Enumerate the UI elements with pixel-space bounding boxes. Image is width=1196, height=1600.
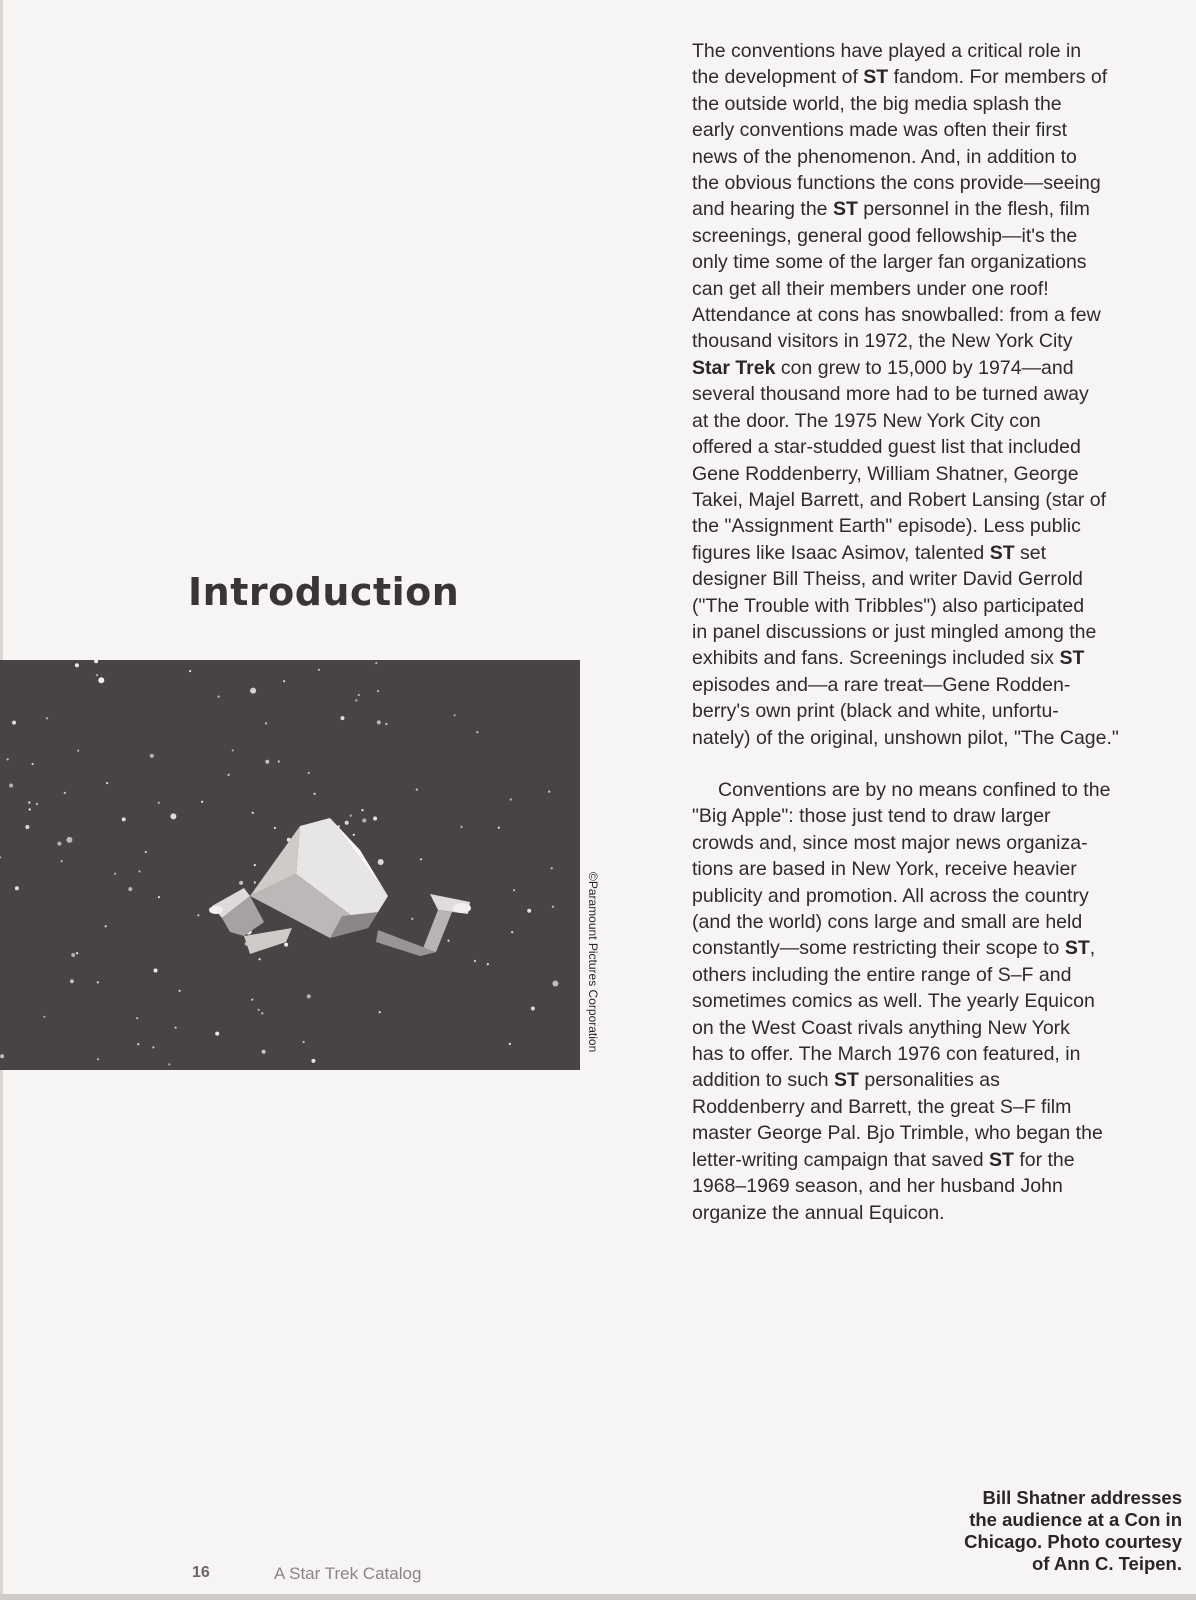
star [250, 688, 256, 694]
text-line: thousand visitors in 1972, the New York City [692, 330, 1073, 353]
text-line: Attendance at cons has snowballed: from a few [692, 304, 1101, 327]
star [487, 963, 489, 965]
star [548, 791, 550, 793]
running-footer-title: A Star Trek Catalog [274, 1564, 422, 1583]
star [25, 825, 29, 829]
text-line: news of the phenomenon. And, in addition to [692, 145, 1077, 168]
paragraph-1 [692, 38, 1182, 751]
text-line: episodes and—a rare treat—Gene Rodden- [692, 673, 1071, 696]
text-line: tions are based in New York, receive heavier [692, 858, 1077, 881]
star [474, 960, 476, 962]
text-line: the "Assignment Earth" episode). Less public [692, 515, 1081, 538]
caption-line: Bill Shatner addresses [982, 1487, 1182, 1508]
star [96, 674, 98, 676]
star [251, 999, 253, 1001]
text-line: several thousand more had to be turned away [692, 383, 1089, 406]
star [379, 1011, 381, 1013]
star [57, 842, 61, 846]
star [350, 815, 352, 817]
star [527, 909, 531, 913]
star [137, 1043, 139, 1045]
star [261, 1012, 263, 1014]
star [308, 772, 310, 774]
text-line: offered a star-studded guest list that included [692, 436, 1081, 459]
star [513, 889, 515, 891]
text-line: Conventions are by no means confined to the [718, 779, 1111, 801]
text-line: master George Pal. Bjo Trimble, who began the [692, 1122, 1103, 1145]
photo-caption [964, 1487, 1182, 1575]
page-title: Introduction [188, 570, 460, 614]
star [377, 720, 381, 724]
star [150, 754, 154, 758]
text-line: the outside world, the big media splash the [692, 92, 1062, 115]
star [215, 1032, 219, 1036]
star [378, 859, 384, 865]
star [361, 809, 363, 811]
star [274, 827, 276, 829]
star [158, 896, 160, 898]
star [552, 981, 558, 987]
star [0, 1054, 4, 1058]
photo-credit: ©Paramount Pictures Corporation [586, 872, 600, 1053]
star [358, 694, 360, 696]
star [168, 1063, 170, 1065]
star [307, 994, 311, 998]
text-line: nately) of the original, unshown pilot, "The Cage." [692, 726, 1119, 749]
star [98, 677, 104, 683]
text-line: has to offer. The March 1976 con featured, in [692, 1043, 1081, 1066]
star [531, 1007, 535, 1011]
text-line: Star Trek con grew to 15,000 by 1974—and [692, 356, 1074, 379]
star [138, 870, 140, 872]
text-line: 1968–1969 season, and her husband John [692, 1175, 1063, 1198]
star [114, 873, 116, 875]
star [254, 864, 256, 866]
star [284, 943, 288, 947]
text-line: the obvious functions the cons provide—seeing [692, 172, 1101, 195]
text-line: organize the annual Equicon. [692, 1201, 945, 1224]
star [97, 981, 99, 983]
star [258, 1009, 260, 1011]
star [318, 669, 320, 671]
star [373, 817, 377, 821]
star [511, 931, 513, 933]
star [314, 793, 316, 795]
caption-line: the audience at a Con in [969, 1509, 1182, 1530]
star [29, 808, 31, 810]
star [385, 723, 387, 725]
star [454, 714, 456, 716]
star [218, 696, 220, 698]
text-line: and hearing the ST personnel in the flesh, film [692, 198, 1090, 221]
text-line: crowds and, since most major news organiza- [692, 831, 1088, 854]
star [552, 906, 554, 908]
star [377, 690, 379, 692]
star [476, 731, 478, 733]
text-line: ("The Trouble with Tribbles") also participated [692, 594, 1085, 617]
text-line: only time some of the larger fan organizations [692, 251, 1087, 274]
caption-line: Chicago. Photo courtesy [964, 1531, 1182, 1552]
star [75, 663, 79, 667]
page-bottom-edge [0, 1594, 1196, 1600]
text-line: the development of ST fandom. For members of [692, 66, 1108, 89]
text-line: sometimes comics as well. The yearly Equicon [692, 990, 1095, 1013]
text-line: letter-writing campaign that saved ST for the [692, 1148, 1075, 1171]
star [77, 750, 79, 752]
text-line: publicity and promotion. All across the country [692, 884, 1089, 907]
paragraph-2 [692, 777, 1182, 1226]
text-line: constantly—some restricting their scope to ST, [692, 937, 1096, 960]
star [232, 749, 234, 751]
star [355, 699, 357, 701]
text-line: Gene Roddenberry, William Shatner, George [692, 462, 1079, 485]
star [128, 887, 132, 891]
star [265, 760, 269, 764]
star [201, 801, 203, 803]
star [46, 717, 48, 719]
star [509, 1043, 511, 1045]
star [197, 914, 199, 916]
star [158, 802, 160, 804]
star [375, 662, 377, 664]
star [154, 969, 158, 973]
star [303, 1041, 305, 1043]
star [252, 812, 254, 814]
star [283, 680, 285, 682]
star [71, 953, 75, 957]
text-line: berry's own print (black and white, unfortu- [692, 700, 1059, 723]
star [64, 792, 66, 794]
star [7, 758, 9, 760]
text-line: designer Bill Theiss, and writer David Gerrold [692, 568, 1083, 591]
star [189, 670, 191, 672]
text-line: early conventions made was often their first [692, 119, 1068, 142]
text-line: at the door. The 1975 New York City con [692, 409, 1041, 432]
text-line: exhibits and fans. Screenings included six ST [692, 647, 1085, 670]
star [43, 1016, 45, 1018]
text-line: others including the entire range of S–F and [692, 963, 1072, 986]
star [15, 886, 19, 890]
star [254, 881, 256, 883]
star [416, 789, 418, 791]
text-line: figures like Isaac Asimov, talented ST set [692, 541, 1047, 564]
text-line: Takei, Majel Barrett, and Robert Lansing (star of [692, 488, 1107, 511]
star [76, 952, 78, 954]
page-number: 16 [192, 1564, 210, 1581]
text-line: "Big Apple": those just tend to draw larger [692, 805, 1051, 828]
star [106, 782, 108, 784]
star [31, 763, 33, 765]
text-line: in panel discussions or just mingled among the [692, 620, 1097, 643]
star [411, 918, 413, 920]
text-line: screenings, general good fellowship—it's the [692, 224, 1078, 247]
star [278, 760, 280, 762]
star [551, 867, 553, 869]
star [510, 798, 512, 800]
star [145, 851, 147, 853]
star [353, 834, 355, 836]
star [228, 774, 230, 776]
text-line: (and the world) cons large and small are held [692, 911, 1083, 934]
star [341, 716, 345, 720]
text-line: Roddenberry and Barrett, the great S–F film [692, 1095, 1072, 1118]
star [175, 1027, 177, 1029]
star [97, 1058, 99, 1060]
star [12, 721, 16, 725]
star [498, 827, 500, 829]
star [61, 860, 63, 862]
star [66, 837, 72, 843]
star [259, 958, 261, 960]
star [36, 803, 38, 805]
star [9, 784, 13, 788]
spaceship-photo [0, 660, 580, 1070]
star [136, 1017, 138, 1019]
caption-line: of Ann C. Teipen. [1031, 1553, 1182, 1574]
star [311, 1059, 315, 1063]
star [122, 817, 126, 821]
star [362, 819, 366, 823]
star [170, 813, 176, 819]
text-line: addition to such ST personalities as [692, 1069, 1000, 1092]
star [460, 826, 462, 828]
star [345, 821, 349, 825]
star [265, 722, 267, 724]
star [152, 1046, 154, 1048]
star [179, 990, 181, 992]
star [239, 881, 243, 885]
star [262, 1050, 266, 1054]
text-line: on the West Coast rivals anything New York [692, 1016, 1070, 1039]
star [28, 801, 30, 803]
star [447, 940, 449, 942]
text-line: can get all their members under one roof! [692, 277, 1049, 300]
text-line: The conventions have played a critical role in [692, 40, 1082, 62]
star [70, 979, 74, 983]
star [420, 858, 422, 860]
star [105, 925, 107, 927]
